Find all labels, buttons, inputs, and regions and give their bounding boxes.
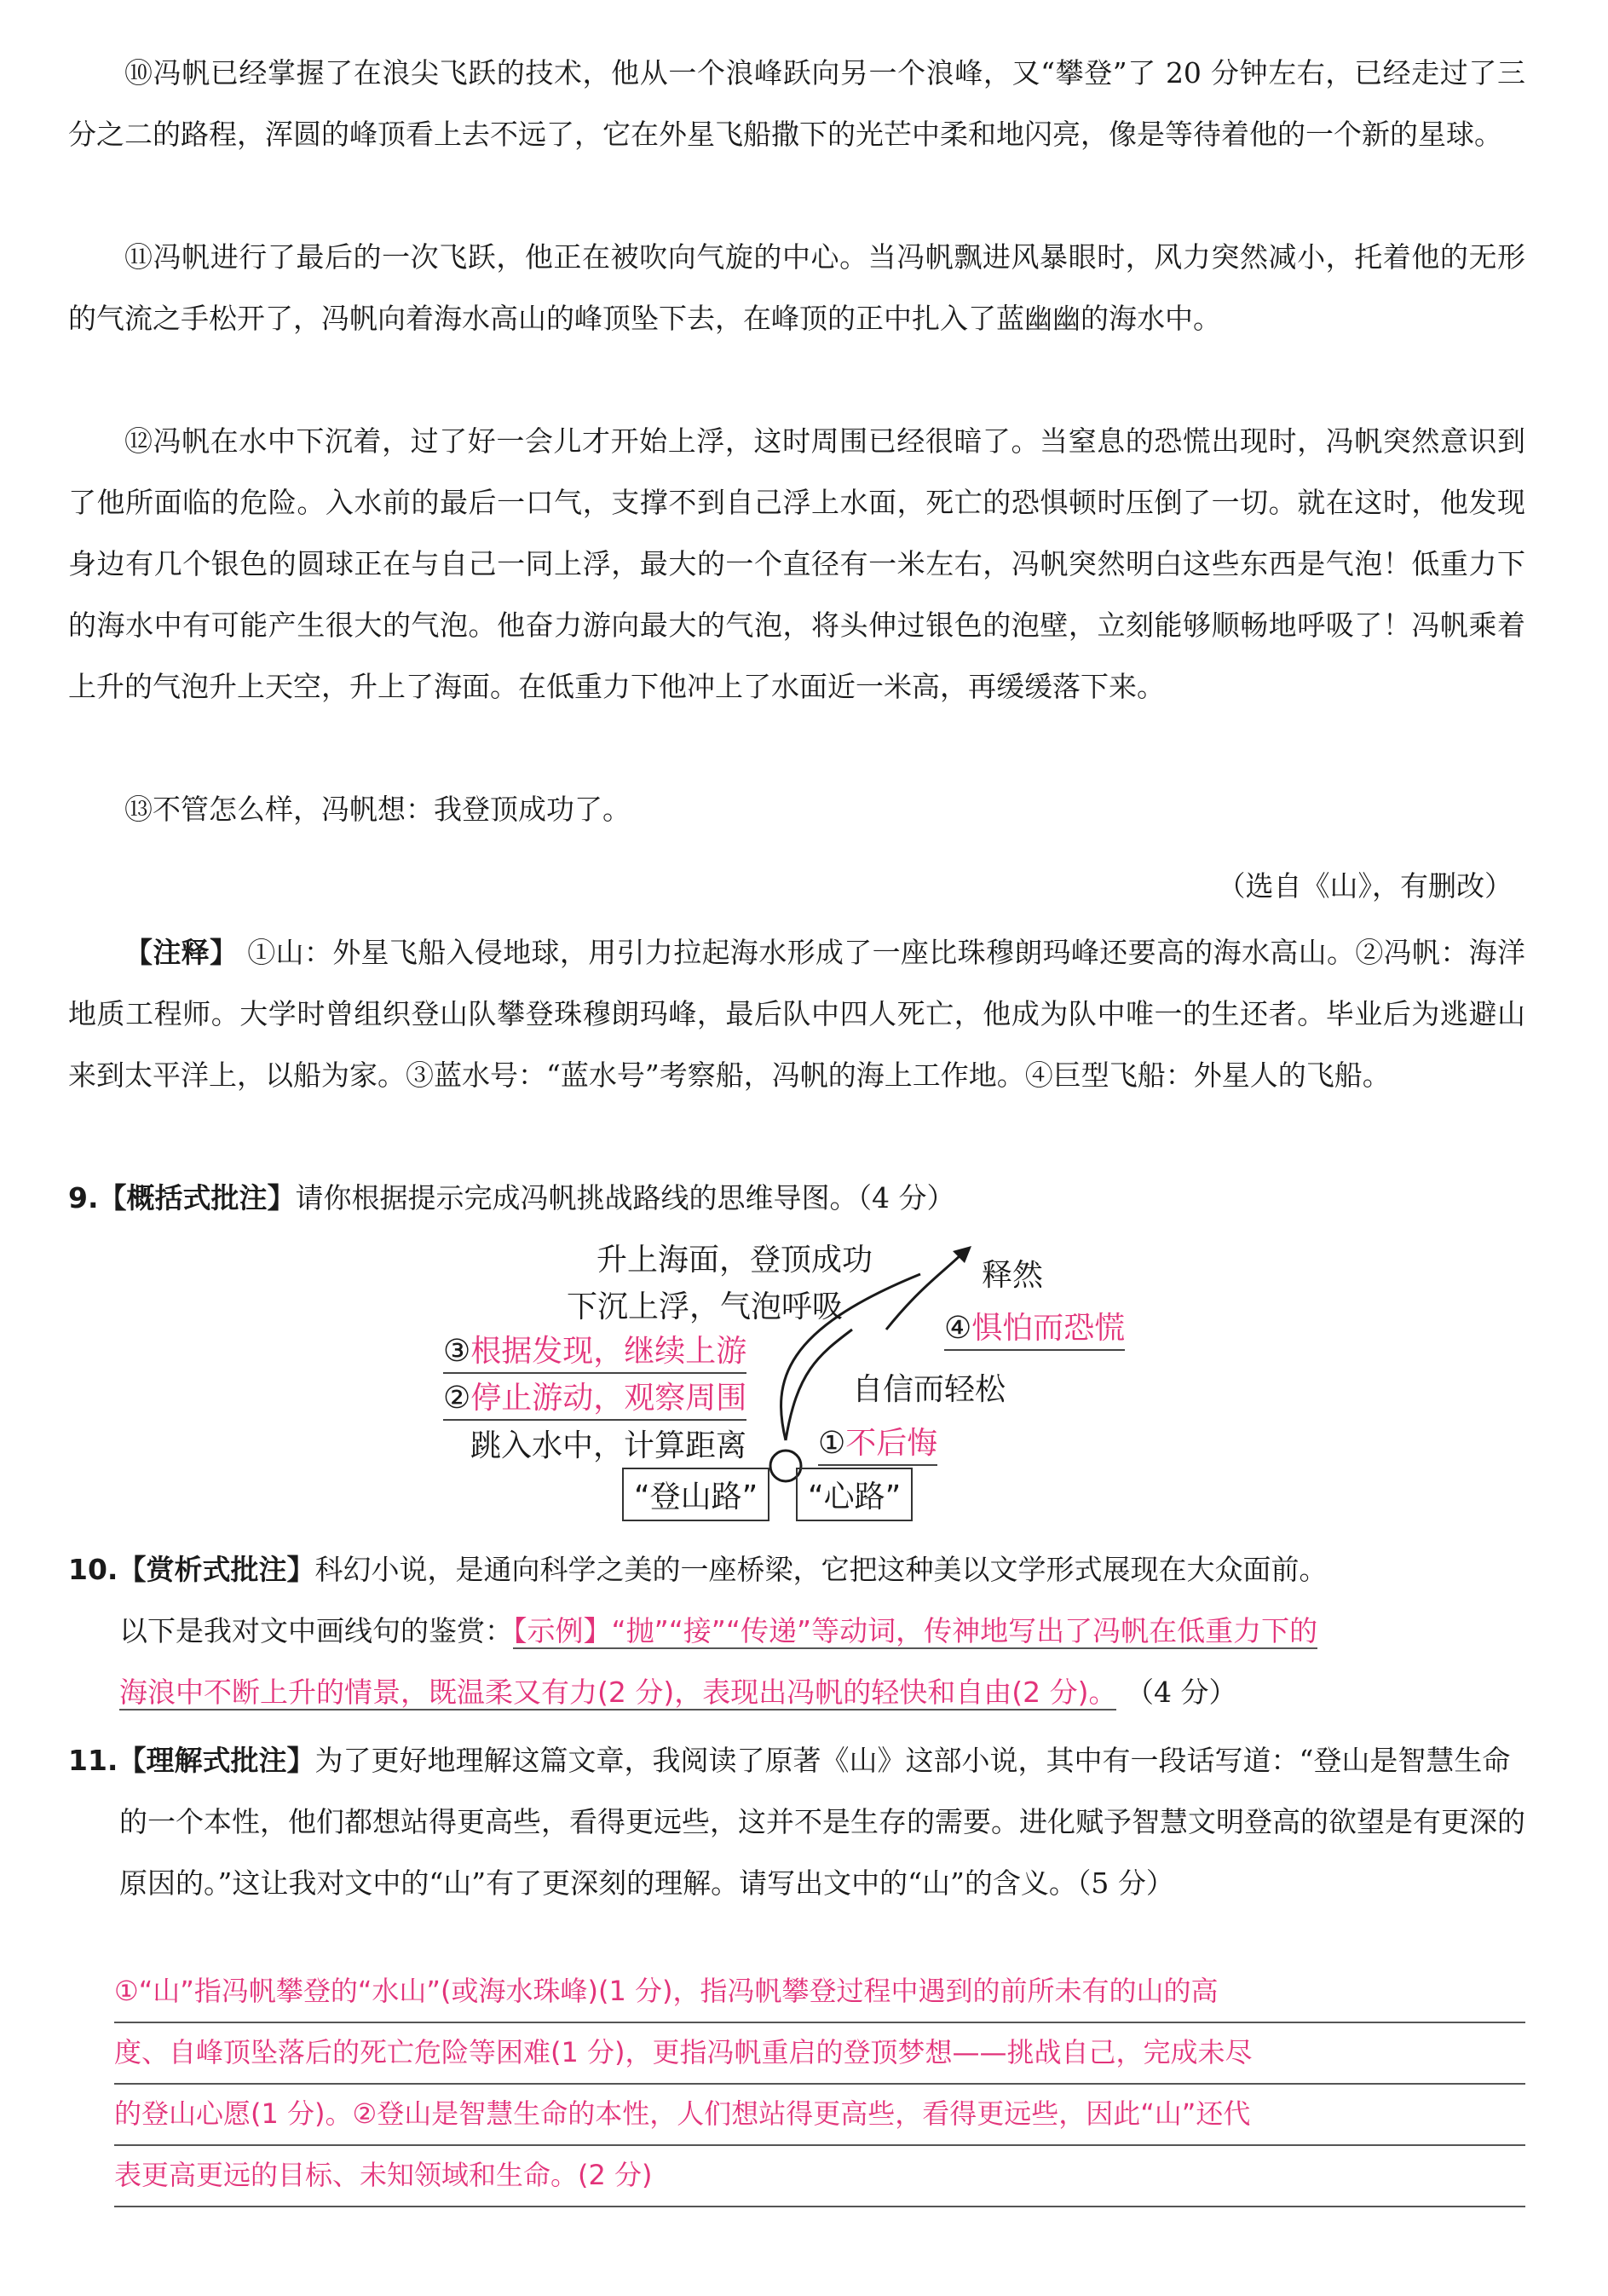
- map-answer-3-num: ③: [443, 1334, 471, 1369]
- q11-text: 为了更好地理解这篇文章，我阅读了原著《山》这部小说，其中有一段话写道：“登山是智慧生命的一个本性，他们都想站得更高些，看得更远些，这并不是生存的需要。进化赋予智慧文明登高的欲望是有更深的原因的。”这让我对文中的“山”有了更深刻的理解。请写出文中的“山”的含义。（5 分）: [119, 1744, 1525, 1900]
- map-answer-1-text: 不后悔: [845, 1426, 938, 1461]
- q10-tag: 【赏析式批注】: [118, 1553, 315, 1586]
- question-10: [68, 1539, 1525, 1601]
- q9-number: 9.: [68, 1181, 99, 1214]
- map-answer-4: [944, 1304, 1125, 1351]
- map-answer-4-text: 惧怕而恐慌: [971, 1311, 1126, 1346]
- q10-answer-1: 【示例】“抛”“接”“传递”等动词，传神地写出了冯帆在低重力下的: [513, 1614, 1318, 1647]
- map-box-heart-path: “心路”: [796, 1468, 913, 1521]
- map-answer-2-text: 停止游动，观察周围: [470, 1381, 747, 1416]
- q11-answer-line-3: 的登山心愿(1 分)。②登山是智慧生命的本性，人们想站得更高些，看得更远些，因此“山”还代: [114, 2083, 1525, 2146]
- map-left-top: 升上海面，登顶成功: [597, 1243, 873, 1278]
- q10-text: 科幻小说，是通向科学之美的一座桥梁，它把这种美以文学形式展现在大众面前。: [314, 1553, 1328, 1586]
- q10-answer-2: 海浪中不断上升的情景，既温柔又有力(2 分)，表现出冯帆的轻快和自由(2 分)。: [119, 1676, 1117, 1709]
- source-citation: （选自《山》，有删改）: [1217, 869, 1513, 903]
- q11-tag: 【理解式批注】: [118, 1744, 315, 1777]
- notes: [68, 922, 1525, 1106]
- map-answer-3-text: 根据发现，继续上游: [470, 1334, 747, 1369]
- paragraph-10: ⑩冯帆已经掌握了在浪尖飞跃的技术，他从一个浪峰跃向另一个浪峰，又“攀登”了 20 分钟左右，已经走过了三分之二的路程，浑圆的峰顶看上去不远了，它在外星飞船撒下的光芒中柔和地闪亮，像是等待着他的一个新的星球。: [68, 56, 1525, 151]
- q10-answer-line-1: [119, 1601, 1525, 1662]
- q9-tag: 【概括式批注】: [98, 1181, 296, 1214]
- question-9: [68, 1168, 1525, 1229]
- notes-label: 【注释】: [124, 936, 239, 969]
- map-answer-2-num: ②: [443, 1381, 471, 1416]
- q10-number: 10.: [68, 1553, 118, 1586]
- q10-prefix: 以下是我对文中画线句的鉴赏：: [119, 1614, 513, 1647]
- paragraph-13: ⑬不管怎么样，冯帆想：我登顶成功了。: [124, 793, 631, 826]
- map-right-top: 释然: [982, 1258, 1044, 1293]
- map-answer-1: [818, 1419, 937, 1466]
- q10-score: （4 分）: [1125, 1676, 1237, 1709]
- q11-answer-line-1: ①“山”指冯帆攀登的“水山”(或海水珠峰)(1 分)，指冯帆攀登过程中遇到的前所未有的山的高: [114, 1960, 1525, 2023]
- q11-answer-line-4: 表更高更远的目标、未知领域和生命。(2 分): [114, 2144, 1525, 2207]
- paragraph-11: ⑪冯帆进行了最后的一次飞跃，他正在被吹向气旋的中心。当冯帆飘进风暴眼时，风力突然减小，托着他的无形的气流之手松开了，冯帆向着海水高山的峰顶坠下去，在峰顶的正中扎入了蓝幽幽的海水中。: [68, 240, 1525, 335]
- map-right-mid: 自信而轻松: [852, 1372, 1006, 1407]
- map-answer-4-num: ④: [944, 1311, 972, 1346]
- question-11: [68, 1730, 1525, 1914]
- q11-number: 11.: [68, 1744, 118, 1777]
- notes-text: ①山：外星飞船入侵地球，用引力拉起海水形成了一座比珠穆朗玛峰还要高的海水高山。②冯帆：海洋地质工程师。大学时曾组织登山队攀登珠穆朗玛峰，最后队中四人死亡，他成为队中唯一的生还者。毕业后为逃避山来到太平洋上，以船为家。③蓝水号：“蓝水号”考察船，冯帆的海上工作地。④巨型飞船：外星人的飞船。: [68, 936, 1526, 1092]
- q9-text: 请你根据提示完成冯帆挑战路线的思维导图。（4 分）: [295, 1181, 955, 1214]
- map-left-2: 下沉上浮，气泡呼吸: [567, 1289, 844, 1324]
- map-answer-2: [443, 1374, 746, 1421]
- map-answer-3: [443, 1327, 746, 1374]
- map-left-bottom: 跳入水中，计算距离: [470, 1428, 747, 1463]
- q10-answer-line-2: [119, 1662, 1525, 1723]
- map-answer-1-num: ①: [818, 1426, 846, 1461]
- q11-answer-line-2: 度、自峰顶坠落后的死亡危险等困难(1 分)，更指冯帆重启的登顶梦想——挑战自己，完成未尽: [114, 2022, 1525, 2085]
- map-box-mountain-path: “登山路”: [622, 1468, 769, 1521]
- paragraph-12: ⑫冯帆在水中下沉着，过了好一会儿才开始上浮，这时周围已经很暗了。当窒息的恐慌出现时，冯帆突然意识到了他所面临的危险。入水前的最后一口气，支撑不到自己浮上水面，死亡的恐惧顿时压倒了一切。就在这时，他发现身边有几个银色的圆球正在与自己一同上浮，最大的一个直径有一米左右，冯帆突然明白这些东西是气泡！低重力下的海水中有可能产生很大的气泡。他奋力游向最大的气泡，将头伸过银色的泡壁，立刻能够顺畅地呼吸了！冯帆乘着上升的气泡升上天空，升上了海面。在低重力下他冲上了水面近一米高，再缓缓落下来。: [68, 424, 1525, 703]
